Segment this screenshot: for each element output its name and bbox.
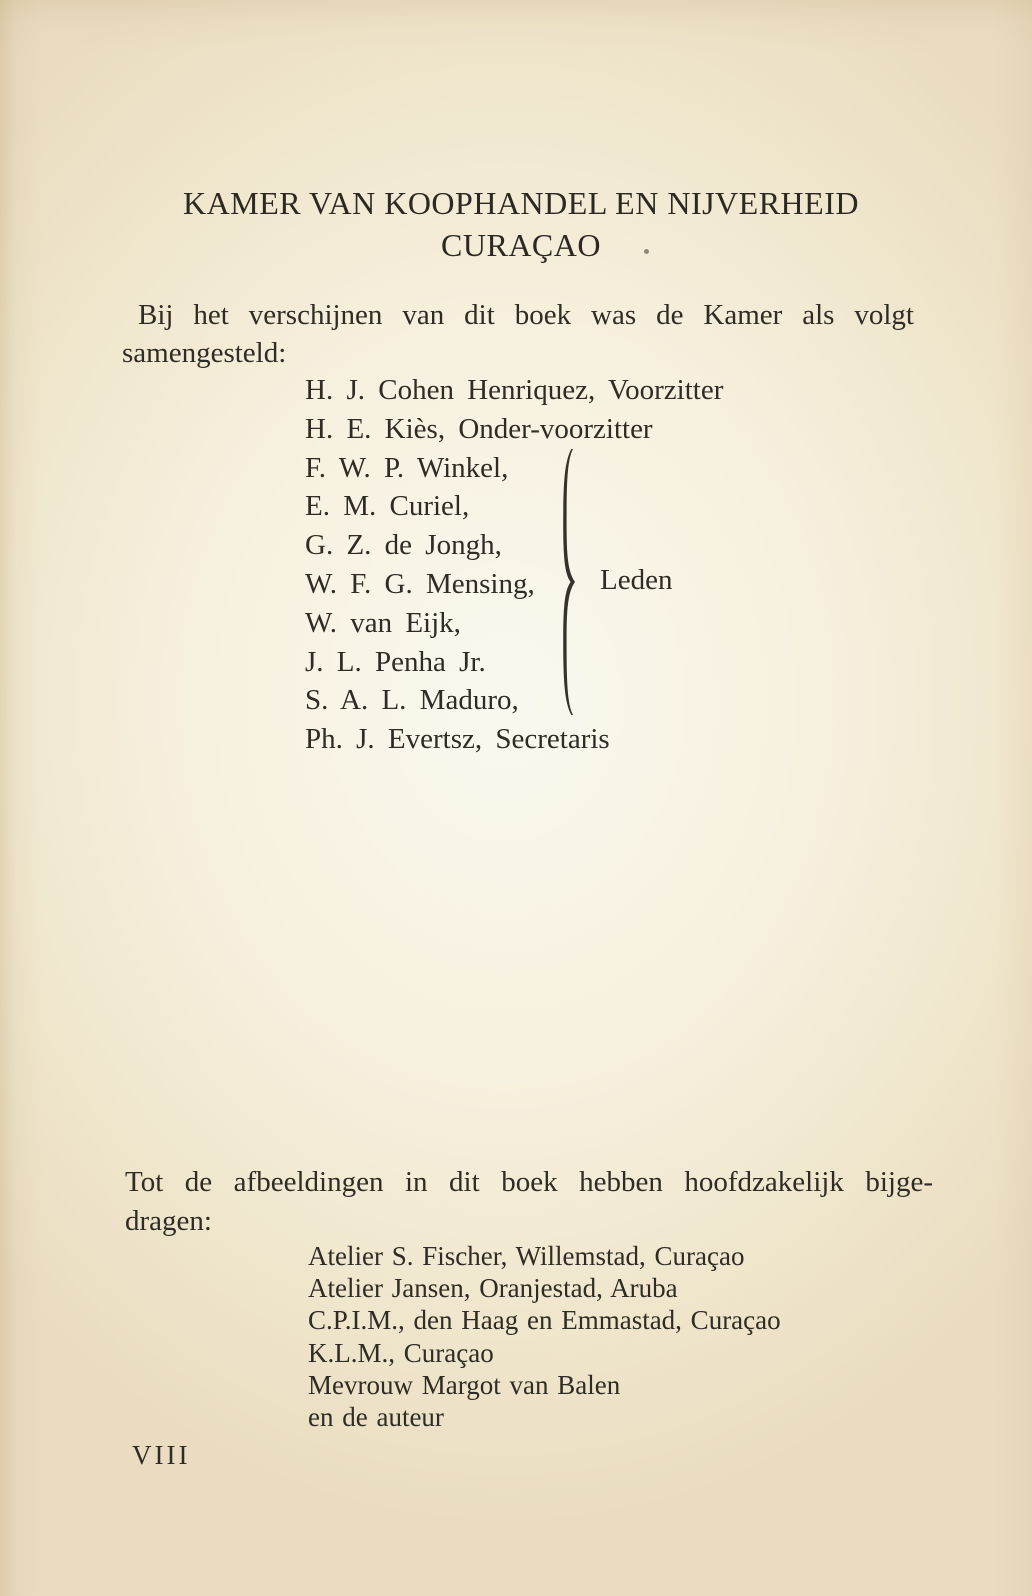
contributors-line-2: dragen: [125, 1204, 212, 1237]
brace-right-icon [552, 446, 582, 718]
heading-line-2: CURAÇAO [441, 227, 601, 263]
contributor-line: Mevrouw Margot van Balen [308, 1369, 621, 1400]
page-number: VIII [132, 1440, 191, 1470]
member-line: J. L. Penha Jr. [305, 645, 486, 678]
contributors-paragraph [125, 1163, 933, 1240]
member-line: Ph. J. Evertsz, Secretaris [305, 723, 610, 756]
contributor-line: Atelier Jansen, Oranjestad, Aruba [308, 1273, 678, 1304]
members-brace-label: Leden [600, 564, 673, 596]
intro-line-2: samengesteld: [122, 337, 287, 369]
heading-line-1: KAMER VAN KOOPHANDEL EN NIJVERHEID [183, 185, 859, 221]
member-line: E. M. Curiel, [305, 490, 470, 523]
chapter-heading [0, 182, 1032, 266]
contributor-line: C.P.I.M., den Haag en Emmastad, Curaçao [308, 1305, 781, 1336]
intro-paragraph [122, 296, 914, 372]
contributor-line: K.L.M., Curaçao [308, 1337, 494, 1368]
contributors-line-1: Tot de afbeeldingen in dit boek hebben hoofdzakelijk bijge- [125, 1166, 933, 1198]
member-line: H. J. Cohen Henriquez, Voorzitter [305, 374, 724, 406]
member-line: W. F. G. Mensing, [305, 567, 535, 600]
contributors-list [308, 1240, 928, 1433]
member-line: S. A. L. Maduro, [305, 684, 519, 717]
contributor-line: en de auteur [308, 1402, 444, 1433]
member-line: F. W. P. Winkel, [305, 451, 509, 484]
member-line: W. van Eijk, [305, 606, 461, 639]
intro-line-1: Bij het verschijnen van dit boek was de Kamer als volgt [138, 299, 914, 331]
contributor-line: Atelier S. Fischer, Willemstad, Curaçao [308, 1241, 745, 1271]
member-line: H. E. Kiès, Onder-voorzitter [305, 412, 653, 445]
member-line: G. Z. de Jongh, [305, 529, 502, 562]
